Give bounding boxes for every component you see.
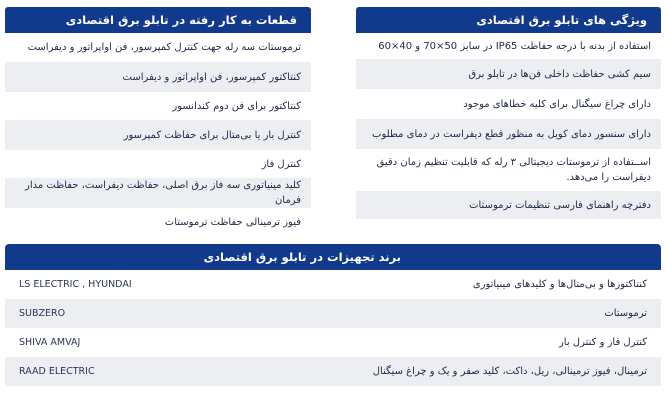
brand-item: کنترل فاز و کنترل بار [558,337,647,348]
brand-item: ترموستات [604,308,647,319]
part-row: کنتاکتور کمپرسور، فن اواپراتور و دیفراست [5,62,311,92]
part-row: کلید مینیاتوری سه فاز برق اصلی، حفاظت دیفراست، حفاظت مدار فرمان [5,178,311,208]
brand-row [5,328,661,357]
feature-row: دارای سنسور دمای کویل به منظور قطع دیفراست در دمای مطلوب [356,119,661,149]
part-row: کنترل فاز [261,158,301,170]
brand-row [5,299,661,328]
features-panel [356,7,661,219]
brand-name: SUBZERO [19,308,66,319]
brand-item: ترمینال، فیوز ترمینالی، ریل، داکت، کلید صفر و یک و چراغ سیگنال [372,366,647,377]
parts-title: قطعات به کار رفته در تابلو برق اقتصادی [5,7,311,33]
part-row: ترموستات سه رله جهت کنترل کمپرسور، فن اواپراتور و دیفراست [27,42,301,53]
feature-row: دارای چراغ سیگنال برای کلیه خطاهای موجود [463,98,651,110]
brands-panel [5,244,661,386]
feature-row: استفاده از بدنه با درجه حفاظت IP65 در سایز 50×70 و 40×60 [378,40,651,52]
parts-panel [5,7,311,237]
brand-name: SHIVA AMVAJ [19,337,81,348]
features-list [356,33,661,219]
brand-name: LS ELECTRIC , HYUNDAI [19,279,132,290]
brand-item: کنتاکتورها و بی‌متال‌ها و کلیدهای مینیاتوری [472,279,647,290]
feature-row: اســتفاده از ترموستات دیجیتالی ۳ رله که قابلیت تنظیم زمان دقیق دیفراست را می‌دهد. [376,157,651,183]
feature-row: دفترچه راهنمای فارسی تنظیمات ترموستات [356,191,661,219]
features-title: ویژگی های تابلو برق اقتصادی [356,7,661,33]
brand-name: RAAD ELECTRIC [19,366,95,377]
part-row: فیوز ترمینالی حفاظت ترموستات [164,217,301,228]
brand-row [5,270,661,299]
part-row: کنتاکتور برای فن دوم کندانسور [172,100,301,112]
brand-row [5,357,661,386]
feature-row: سیم کشی حفاظت داخلی فن‌ها در تابلو برق [356,59,661,89]
parts-list [5,33,311,237]
brands-title: برند تجهیزات در تابلو برق اقتصادی [5,244,661,270]
part-row: کنترل بار یا بی‌متال برای حفاظت کمپرسور [5,120,311,150]
